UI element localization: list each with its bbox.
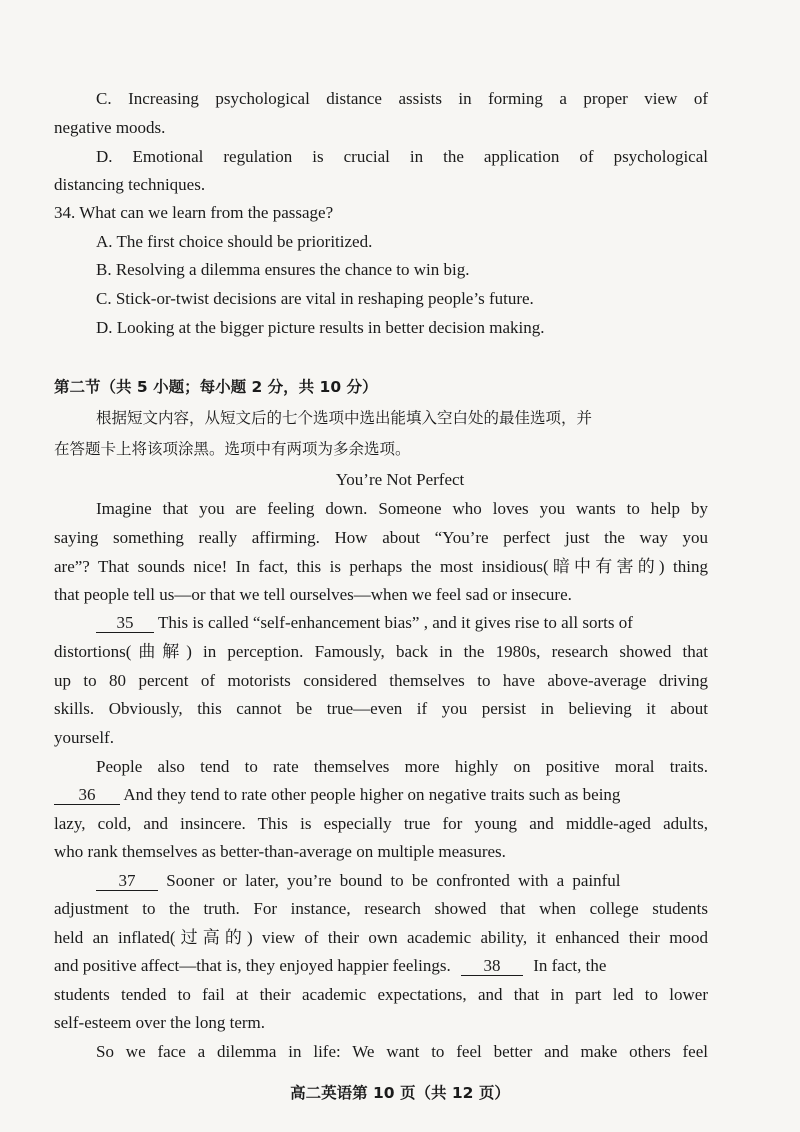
q34-option-d: D. Looking at the bigger picture results in better decision making.: [96, 318, 545, 337]
passage-p3-line2: [54, 784, 708, 806]
passage-p4-line1: [96, 870, 708, 892]
q34-option-c: C. Stick-or-twist decisions are vital in reshaping people’s future.: [96, 289, 534, 308]
q34-stem: 34. What can we learn from the passage?: [54, 203, 334, 222]
passage-p2-line1-text: This is called “self-enhancement bias” , and it gives rise to all sorts of: [157, 613, 633, 632]
q33-option-c-line2: negative moods.: [54, 118, 166, 137]
passage-p2-line4: skills. Obviously, this cannot be true—even if you persist in believing it about: [54, 699, 708, 718]
passage-p1-line4: that people tell us—or that we tell ourselves—when we feel sad or insecure.: [54, 585, 572, 604]
passage-p1-line3: are”? That sounds nice! In fact, this is perhaps the most insidious(暗中有害的) thing: [54, 557, 708, 576]
blank-38[interactable]: 38: [461, 957, 523, 976]
passage-p2-line3: up to 80 percent of motorists considered themselves to have above-average driving: [54, 671, 708, 690]
passage-p3-line2-text: And they tend to rate other people higher on negative traits such as being: [123, 785, 621, 804]
passage-p4-line4-post: In fact, the: [533, 956, 607, 975]
passage-p4-line4-pre: and positive affect—that is, they enjoyed happier feelings.: [54, 956, 451, 975]
passage-p4-line5: students tended to fail at their academic expectations, and that in part led to lower: [54, 985, 708, 1004]
passage-p5-line1: So we face a dilemma in life: We want to feel better and make others feel: [96, 1042, 708, 1061]
blank-35[interactable]: 35: [96, 614, 154, 633]
section2-instruction-line1: 根据短文内容，从短文后的七个选项中选出能填入空白处的最佳选项，并: [96, 409, 593, 427]
passage-p2-line2: distortions(曲解) in perception. Famously, back in the 1980s, research showed that: [54, 642, 708, 661]
passage-p4-line6: self-esteem over the long term.: [54, 1013, 266, 1032]
passage-p4-line2: adjustment to the truth. For instance, research showed that when college students: [54, 899, 708, 918]
passage-p4-line1-text: Sooner or later, you’re bound to be confronted with a painful: [166, 871, 621, 890]
q33-option-d-line2: distancing techniques.: [54, 175, 206, 194]
passage-p3-line4: who rank themselves as better-than-average on multiple measures.: [54, 842, 506, 861]
passage-p3-line1: People also tend to rate themselves more highly on positive moral traits.: [96, 757, 708, 776]
section2-instruction-line2: 在答题卡上将该项涂黑。选项中有两项为多余选项。: [54, 440, 411, 458]
passage-p4-line4: [54, 955, 708, 977]
passage-p2-line5: yourself.: [54, 728, 114, 747]
section2-heading: 第二节（共 5 小题；每小题 2 分，共 10 分）: [54, 378, 378, 396]
q33-option-d-line1: D. Emotional regulation is crucial in the application of psychological: [96, 147, 708, 166]
passage-p1-line1: Imagine that you are feeling down. Someone who loves you wants to help by: [96, 499, 708, 518]
passage-p4-line3: held an inflated(过高的) view of their own academic ability, it enhanced their mood: [54, 928, 708, 947]
blank-37[interactable]: 37: [96, 872, 158, 891]
blank-36[interactable]: 36: [54, 786, 120, 805]
passage-title: You’re Not Perfect: [335, 470, 465, 489]
q34-option-b: B. Resolving a dilemma ensures the chance to win big.: [96, 260, 470, 279]
page-footer: 高二英语第 10 页（共 12 页）: [290, 1084, 510, 1102]
q33-option-c-line1: C. Increasing psychological distance assists in forming a proper view of: [96, 89, 708, 108]
passage-p3-line3: lazy, cold, and insincere. This is especially true for young and middle-aged adults,: [54, 814, 708, 833]
q34-option-a: A. The first choice should be prioritized.: [96, 232, 373, 251]
passage-p1-line2: saying something really affirming. How about “You’re perfect just the way you: [54, 528, 708, 547]
passage-p2-line1: [96, 612, 708, 634]
